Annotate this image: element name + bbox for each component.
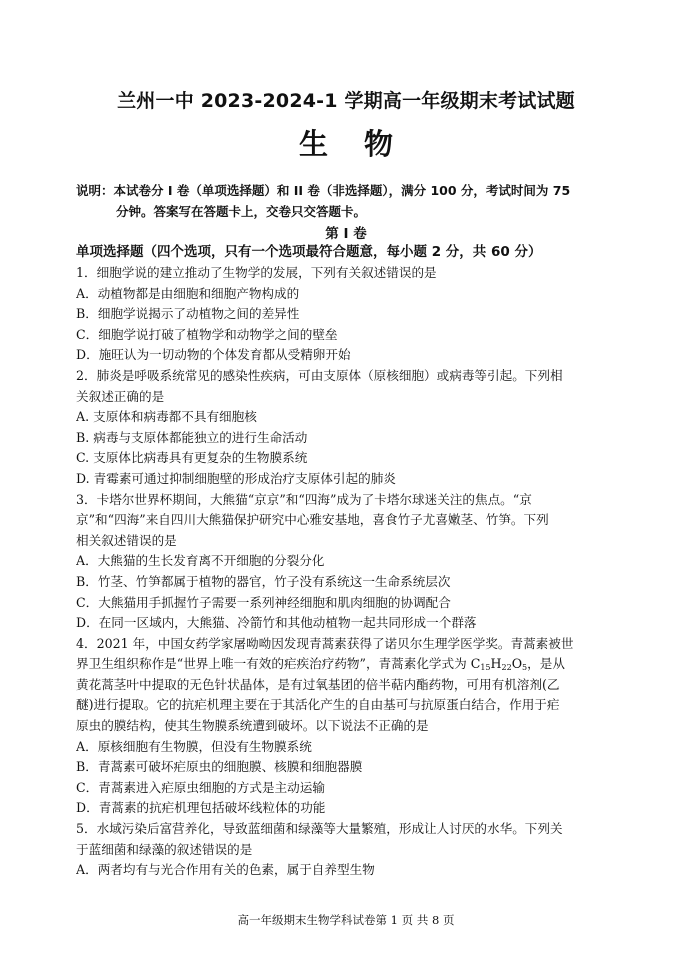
stem-text: 界卫生组织称作是“世界上唯一有效的疟疾治疗药物”，青蒿素化学式为 C: [76, 656, 481, 672]
question-stem: 4．2021 年，中国女药学家屠呦呦因发现青蒿素获得了诺贝尔生理学医学奖。青蒿素被世: [76, 635, 574, 651]
stem-text: ，是从: [527, 656, 565, 672]
instructions: [76, 180, 616, 222]
option-d: D．在同一区域内，大熊猫、冷箭竹和其他动植物一起共同形成一个群落: [76, 615, 477, 631]
option-d: D. 青霉素可通过抑制细胞壁的形成治疗支原体引起的肺炎: [76, 470, 396, 486]
question-stem: 相关叙述错误的是: [76, 532, 177, 548]
option-b: B．青蒿素可破坏疟原虫的细胞膜、核膜和细胞器膜: [76, 759, 363, 775]
option-d: D．青蒿素的抗疟机理包括破坏线粒体的功能: [76, 800, 326, 816]
subscript: 5: [522, 663, 528, 673]
option-b: B．细胞学说揭示了动植物之间的差异性: [76, 306, 300, 322]
option-a: A．两者均有与光合作用有关的色素，属于自养型生物: [76, 862, 375, 878]
question-5: [76, 819, 620, 881]
subscript: 22: [501, 663, 512, 673]
question-stem: 3．卡塔尔世界杯期间，大熊猫“京京”和“四海”成为了卡塔尔球迷关注的焦点。“京: [76, 491, 532, 507]
question-stem: 京”和“四海”来自四川大熊猫保护研究中心雅安基地，喜食竹子尤喜嫩茎、竹笋。下列: [76, 512, 549, 528]
instructions-line-1: 说明：本试卷分 I 卷（单项选择题）和 II 卷（非选择题），满分 100 分，考试时间为 75: [76, 183, 571, 198]
question-stem: 1．细胞学说的建立推动了生物学的发展，下列有关叙述错误的是: [76, 265, 437, 280]
page-footer: 高一年级期末生物学科试卷第 1 页 共 8 页: [237, 913, 455, 927]
option-a: A．大熊猫的生长发育离不开细胞的分裂分化: [76, 553, 325, 569]
question-stem-formula-line: [76, 654, 620, 675]
questions: [76, 263, 620, 881]
option-a: A．动植物都是由细胞和细胞产物构成的: [76, 285, 300, 301]
option-b: B. 病毒与支原体都能独立的进行生命活动: [76, 429, 308, 445]
question-2: [76, 366, 620, 490]
option-c: C. 支原体比病毒具有更复杂的生物膜系统: [76, 450, 308, 466]
option-c: C．大熊猫用手抓握竹子需要一系列神经细胞和肌肉细胞的协调配合: [76, 594, 451, 610]
question-stem: 于蓝细菌和绿藻的叙述错误的是: [76, 841, 253, 857]
question-stem: 原虫的膜结构，使其生物膜系统遭到破坏。以下说法不正确的是: [76, 718, 429, 734]
question-3: [76, 490, 620, 634]
option-c: C．细胞学说打破了植物学和动物学之间的壁垒: [76, 326, 338, 342]
question-1: [76, 263, 620, 366]
question-stem: 醚)进行提取。它的抗疟机理主要在于其活化产生的自由基可与抗原蛋白结合，作用于疟: [76, 697, 560, 713]
subscript: 15: [480, 663, 491, 673]
subject-title: 生物: [298, 127, 429, 161]
question-stem: 关叙述正确的是: [76, 388, 165, 404]
section-title: 单项选择题（四个选项，只有一个选项最符合题意，每小题 2 分，共 60 分）: [76, 244, 542, 260]
stem-text: O: [511, 656, 523, 672]
stem-text: H: [490, 656, 502, 672]
instructions-line-2: 分钟。答案写在答题卡上，交卷只交答题卡。: [116, 204, 367, 219]
part-title: 第 I 卷: [325, 226, 367, 242]
question-stem: 5．水域污染后富营养化，导致蓝细菌和绿藻等大量繁殖，形成让人讨厌的水华。下列关: [76, 821, 563, 837]
option-d: D．施旺认为一切动物的个体发育都从受精卵开始: [76, 347, 351, 363]
option-a: A. 支原体和病毒都不具有细胞核: [76, 409, 257, 425]
exam-title: 兰州一中 2023-2024-1 学期高一年级期末考试试题: [117, 90, 575, 112]
option-a: A．原核细胞有生物膜，但没有生物膜系统: [76, 738, 312, 754]
question-stem: 黄花蒿茎叶中提取的无色针状晶体，是有过氧基团的倍半萜内酯药物，可用有机溶剂(乙: [76, 676, 560, 692]
option-c: C．青蒿素进入疟原虫细胞的方式是主动运输: [76, 779, 325, 795]
question-stem: 2．肺炎是呼吸系统常见的感染性疾病，可由支原体（原核细胞）或病毒等引起。下列相: [76, 367, 563, 383]
option-b: B．竹茎、竹笋都属于植物的器官，竹子没有系统这一生命系统层次: [76, 573, 451, 589]
question-4: [76, 634, 620, 819]
